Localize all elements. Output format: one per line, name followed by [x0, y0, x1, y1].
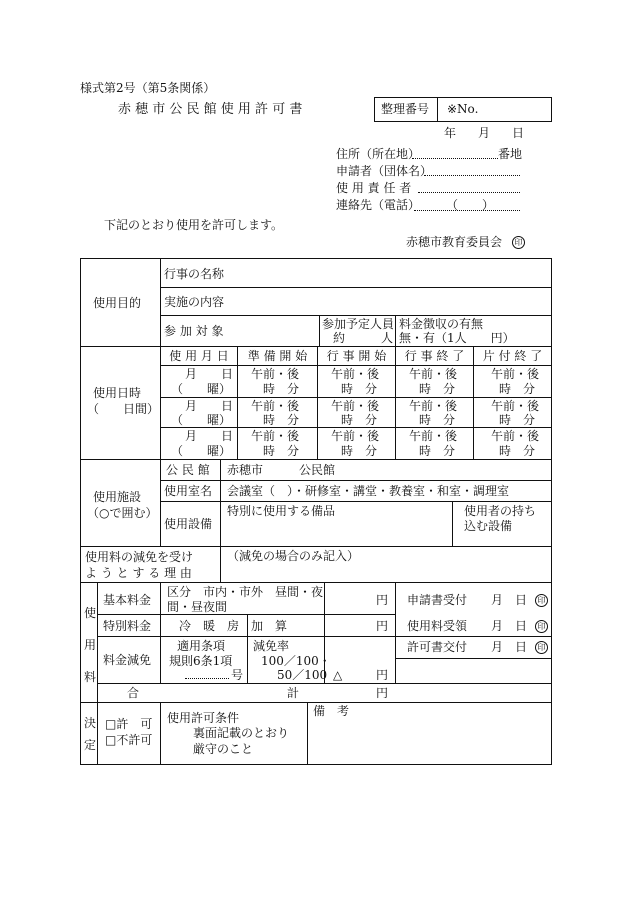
permit-checkbox[interactable]: □許 可 [105, 717, 153, 731]
fees-side-3: 料 [84, 670, 97, 684]
row2-start-ampm: 午前・後 [331, 399, 380, 413]
row2-start-time: 時 分 [341, 413, 378, 427]
own-equipment-label-2: 込む設備 [464, 519, 513, 533]
contact-paren: （ ） [446, 198, 495, 212]
header-use-date: 使 用 月 日 [169, 349, 229, 363]
seal-icon: 印 [535, 594, 548, 607]
event-name-label: 行事の名称 [164, 267, 225, 281]
row3-prep-ampm: 午前・後 [251, 429, 300, 443]
special-fee-value: 冷 暖 房 加 算 [179, 619, 288, 633]
applicant-name-label: 申請者（団体名） [336, 164, 433, 178]
row1-prep-ampm: 午前・後 [251, 367, 300, 381]
facility-label: 使用施設 [93, 490, 142, 504]
apply-clause-label: 適用条項 [177, 639, 226, 653]
row1-start-ampm: 午前・後 [331, 367, 380, 381]
address-line[interactable] [412, 158, 498, 159]
datetime-label: 使用日時 [93, 386, 142, 400]
notice-text: 下記のとおり使用を許可します。 [104, 218, 284, 232]
receipt-date-3: 月 日 [491, 640, 528, 654]
fee-label: 料金徴収の有無 [399, 317, 484, 331]
rate-2: 50／100 [277, 668, 328, 682]
triangle-mark: △ [333, 668, 343, 682]
rate-1: 100／100・ [261, 654, 331, 668]
row1-month-day: 月 日 [185, 367, 234, 381]
row3-start-time: 時 分 [341, 444, 378, 458]
basic-yen: 円 [376, 593, 389, 607]
hall-label: 公 民 館 [166, 463, 210, 477]
date-month: 月 [478, 126, 491, 140]
header-cleanup-end: 片 付 終 了 [482, 349, 543, 363]
total-left: 合 [127, 686, 140, 700]
reduction-label-1: 使用料の減免を受け [85, 550, 194, 564]
registration-value: ※No. [447, 102, 479, 116]
rule-text: 規則6条1項 [169, 654, 233, 668]
registration-number-box [374, 97, 552, 122]
seal-icon: 印 [535, 620, 548, 633]
condition-3: 厳守のこと [193, 742, 254, 756]
decision-label-1: 決 [84, 716, 97, 730]
target-label: 参 加 対 象 [164, 324, 224, 338]
receipt-date-1: 月 日 [491, 593, 528, 607]
basic-division-2: 間・昼夜間 [167, 600, 228, 614]
reduction-yen: 円 [376, 668, 389, 682]
rule-go: 号 [231, 668, 244, 682]
row2-end-ampm: 午前・後 [409, 399, 458, 413]
row2-weekday: （ 曜） [171, 413, 232, 427]
purpose-label: 使用目的 [93, 296, 142, 310]
date-day: 日 [512, 126, 525, 140]
special-fee-label: 特別料金 [103, 619, 152, 633]
total-right: 計 [287, 686, 300, 700]
row2-cleanup-time: 時 分 [499, 413, 536, 427]
row3-month-day: 月 日 [185, 429, 234, 443]
fee-value: 無・有（1人 円） [399, 331, 515, 345]
row1-weekday: （ 曜） [171, 382, 232, 396]
receipt-seal-1 [535, 594, 548, 607]
row3-cleanup-time: 時 分 [499, 444, 536, 458]
issuer-name: 赤穂市教育委員会 [406, 235, 503, 249]
row1-start-time: 時 分 [341, 382, 378, 396]
facility-note: （○で囲む） [87, 506, 158, 520]
receipt-label-2: 使用料受領 [407, 619, 468, 633]
row3-weekday: （ 曜） [171, 444, 232, 458]
receipt-label-1: 申請書受付 [407, 593, 468, 607]
receipt-date-2: 月 日 [491, 619, 528, 633]
special-equipment-label: 特別に使用する備品 [227, 504, 336, 518]
equipment-label: 使用設備 [164, 517, 213, 531]
applicant-name-line[interactable] [424, 175, 520, 176]
condition-2: 裏面記載のとおり [193, 726, 290, 740]
receipt-label-3: 許可書交付 [407, 640, 468, 654]
row2-cleanup-ampm: 午前・後 [491, 399, 540, 413]
manager-label: 使 用 責 任 者 [336, 181, 412, 195]
basic-fee-label: 基本料金 [103, 593, 152, 607]
seal-icon: 印 [512, 236, 525, 249]
row2-month-day: 月 日 [185, 399, 234, 413]
row2-prep-time: 時 分 [263, 413, 300, 427]
row2-end-time: 時 分 [419, 413, 456, 427]
expected-value: 約 人 [333, 331, 394, 345]
rule-item-line[interactable] [185, 668, 229, 679]
permit-table [80, 258, 552, 765]
decision-label-2: 定 [84, 738, 97, 752]
manager-line[interactable] [418, 192, 520, 193]
datetime-days: （ 日間） [87, 402, 160, 416]
condition-1: 使用許可条件 [167, 711, 240, 725]
receipt-seal-3 [535, 641, 548, 654]
content-label: 実施の内容 [164, 295, 225, 309]
seal-icon: 印 [535, 641, 548, 654]
header-event-start: 行 事 開 始 [326, 349, 387, 363]
page-title: 赤 穂 市 公 民 館 使 用 許 可 書 [118, 102, 303, 117]
room-options: 会議室（ ）・研修室・講堂・教養室・和室・調理室 [227, 484, 510, 498]
room-label: 使用室名 [164, 484, 213, 498]
row2-prep-ampm: 午前・後 [251, 399, 300, 413]
row1-cleanup-ampm: 午前・後 [491, 367, 540, 381]
form-number: 様式第2号（第5条関係） [80, 81, 216, 95]
rate-label: 減免率 [253, 639, 290, 653]
issuer [406, 236, 525, 249]
reduction-label-2: よ う と す る 理 由 [85, 566, 192, 580]
row3-end-ampm: 午前・後 [409, 429, 458, 443]
row1-cleanup-time: 時 分 [499, 382, 536, 396]
row3-cleanup-ampm: 午前・後 [491, 429, 540, 443]
deny-checkbox[interactable]: □不許可 [105, 733, 153, 747]
remarks-label: 備 考 [313, 704, 350, 718]
registration-label: 整理番号 [381, 102, 430, 116]
row1-end-ampm: 午前・後 [409, 367, 458, 381]
contact-label: 連絡先（電話） [336, 198, 421, 212]
receipt-seal-2 [535, 620, 548, 633]
date-year: 年 [444, 126, 457, 140]
total-yen: 円 [376, 686, 389, 700]
special-yen: 円 [376, 619, 389, 633]
header-prep-start: 準 備 開 始 [247, 349, 308, 363]
row1-prep-time: 時 分 [263, 382, 300, 396]
hall-value: 赤穂市 公民館 [227, 463, 336, 477]
row3-prep-time: 時 分 [263, 444, 300, 458]
basic-division-1: 区分 市内・市外 昼間・夜 [167, 585, 324, 599]
reduction-note: （減免の場合のみ記入） [227, 549, 360, 563]
fees-side-2: 用 [84, 638, 97, 652]
own-equipment-label-1: 使用者の持ち [464, 504, 537, 518]
expected-label: 参加予定人員 [322, 317, 395, 331]
row3-end-time: 時 分 [419, 444, 456, 458]
row3-start-ampm: 午前・後 [331, 429, 380, 443]
row1-end-time: 時 分 [419, 382, 456, 396]
reduction-fee-label: 料金減免 [103, 653, 152, 667]
address-label: 住所（所在地） [336, 147, 421, 161]
fees-side-1: 使 [84, 606, 97, 620]
address-suffix: 番地 [498, 147, 523, 161]
header-event-end: 行 事 終 了 [404, 349, 465, 363]
